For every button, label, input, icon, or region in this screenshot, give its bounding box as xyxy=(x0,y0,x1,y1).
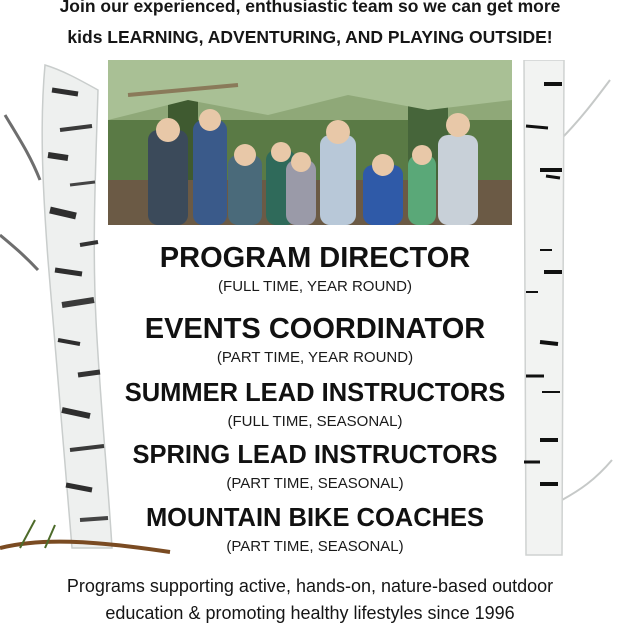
position-detail: (PART TIME, SEASONAL) xyxy=(226,475,404,492)
position-detail: (FULL TIME, YEAR ROUND) xyxy=(218,278,412,295)
headline-line-1: Join our experienced, enthusiastic team so we can get more xyxy=(59,0,561,16)
footer-line-1: Programs supporting active, hands-on, nature-based outdoor xyxy=(66,576,554,596)
position-title: MOUNTAIN BIKE COACHES xyxy=(145,504,485,532)
position-detail: (PART TIME, SEASONAL) xyxy=(226,538,404,555)
footer-line-2: education & promoting healthy lifestyles since 1996 xyxy=(105,603,515,623)
position-spring-lead-instructors xyxy=(110,438,520,494)
position-title: SPRING LEAD INSTRUCTORS xyxy=(132,441,498,469)
group-photo-icon xyxy=(108,60,512,225)
position-program-director xyxy=(110,241,520,297)
group-photo xyxy=(108,60,512,225)
position-title: PROGRAM DIRECTOR xyxy=(159,242,471,274)
headline-line-2: kids LEARNING, ADVENTURING, AND PLAYING OUTSIDE! xyxy=(67,27,553,47)
position-detail: (FULL TIME, SEASONAL) xyxy=(227,413,403,430)
position-events-coordinator xyxy=(110,312,520,368)
position-title: EVENTS COORDINATOR xyxy=(144,313,486,345)
position-summer-lead-instructors xyxy=(110,376,520,432)
position-title: SUMMER LEAD INSTRUCTORS xyxy=(124,379,506,407)
position-mountain-bike-coaches xyxy=(110,501,520,557)
position-detail: (PART TIME, YEAR ROUND) xyxy=(216,349,414,366)
